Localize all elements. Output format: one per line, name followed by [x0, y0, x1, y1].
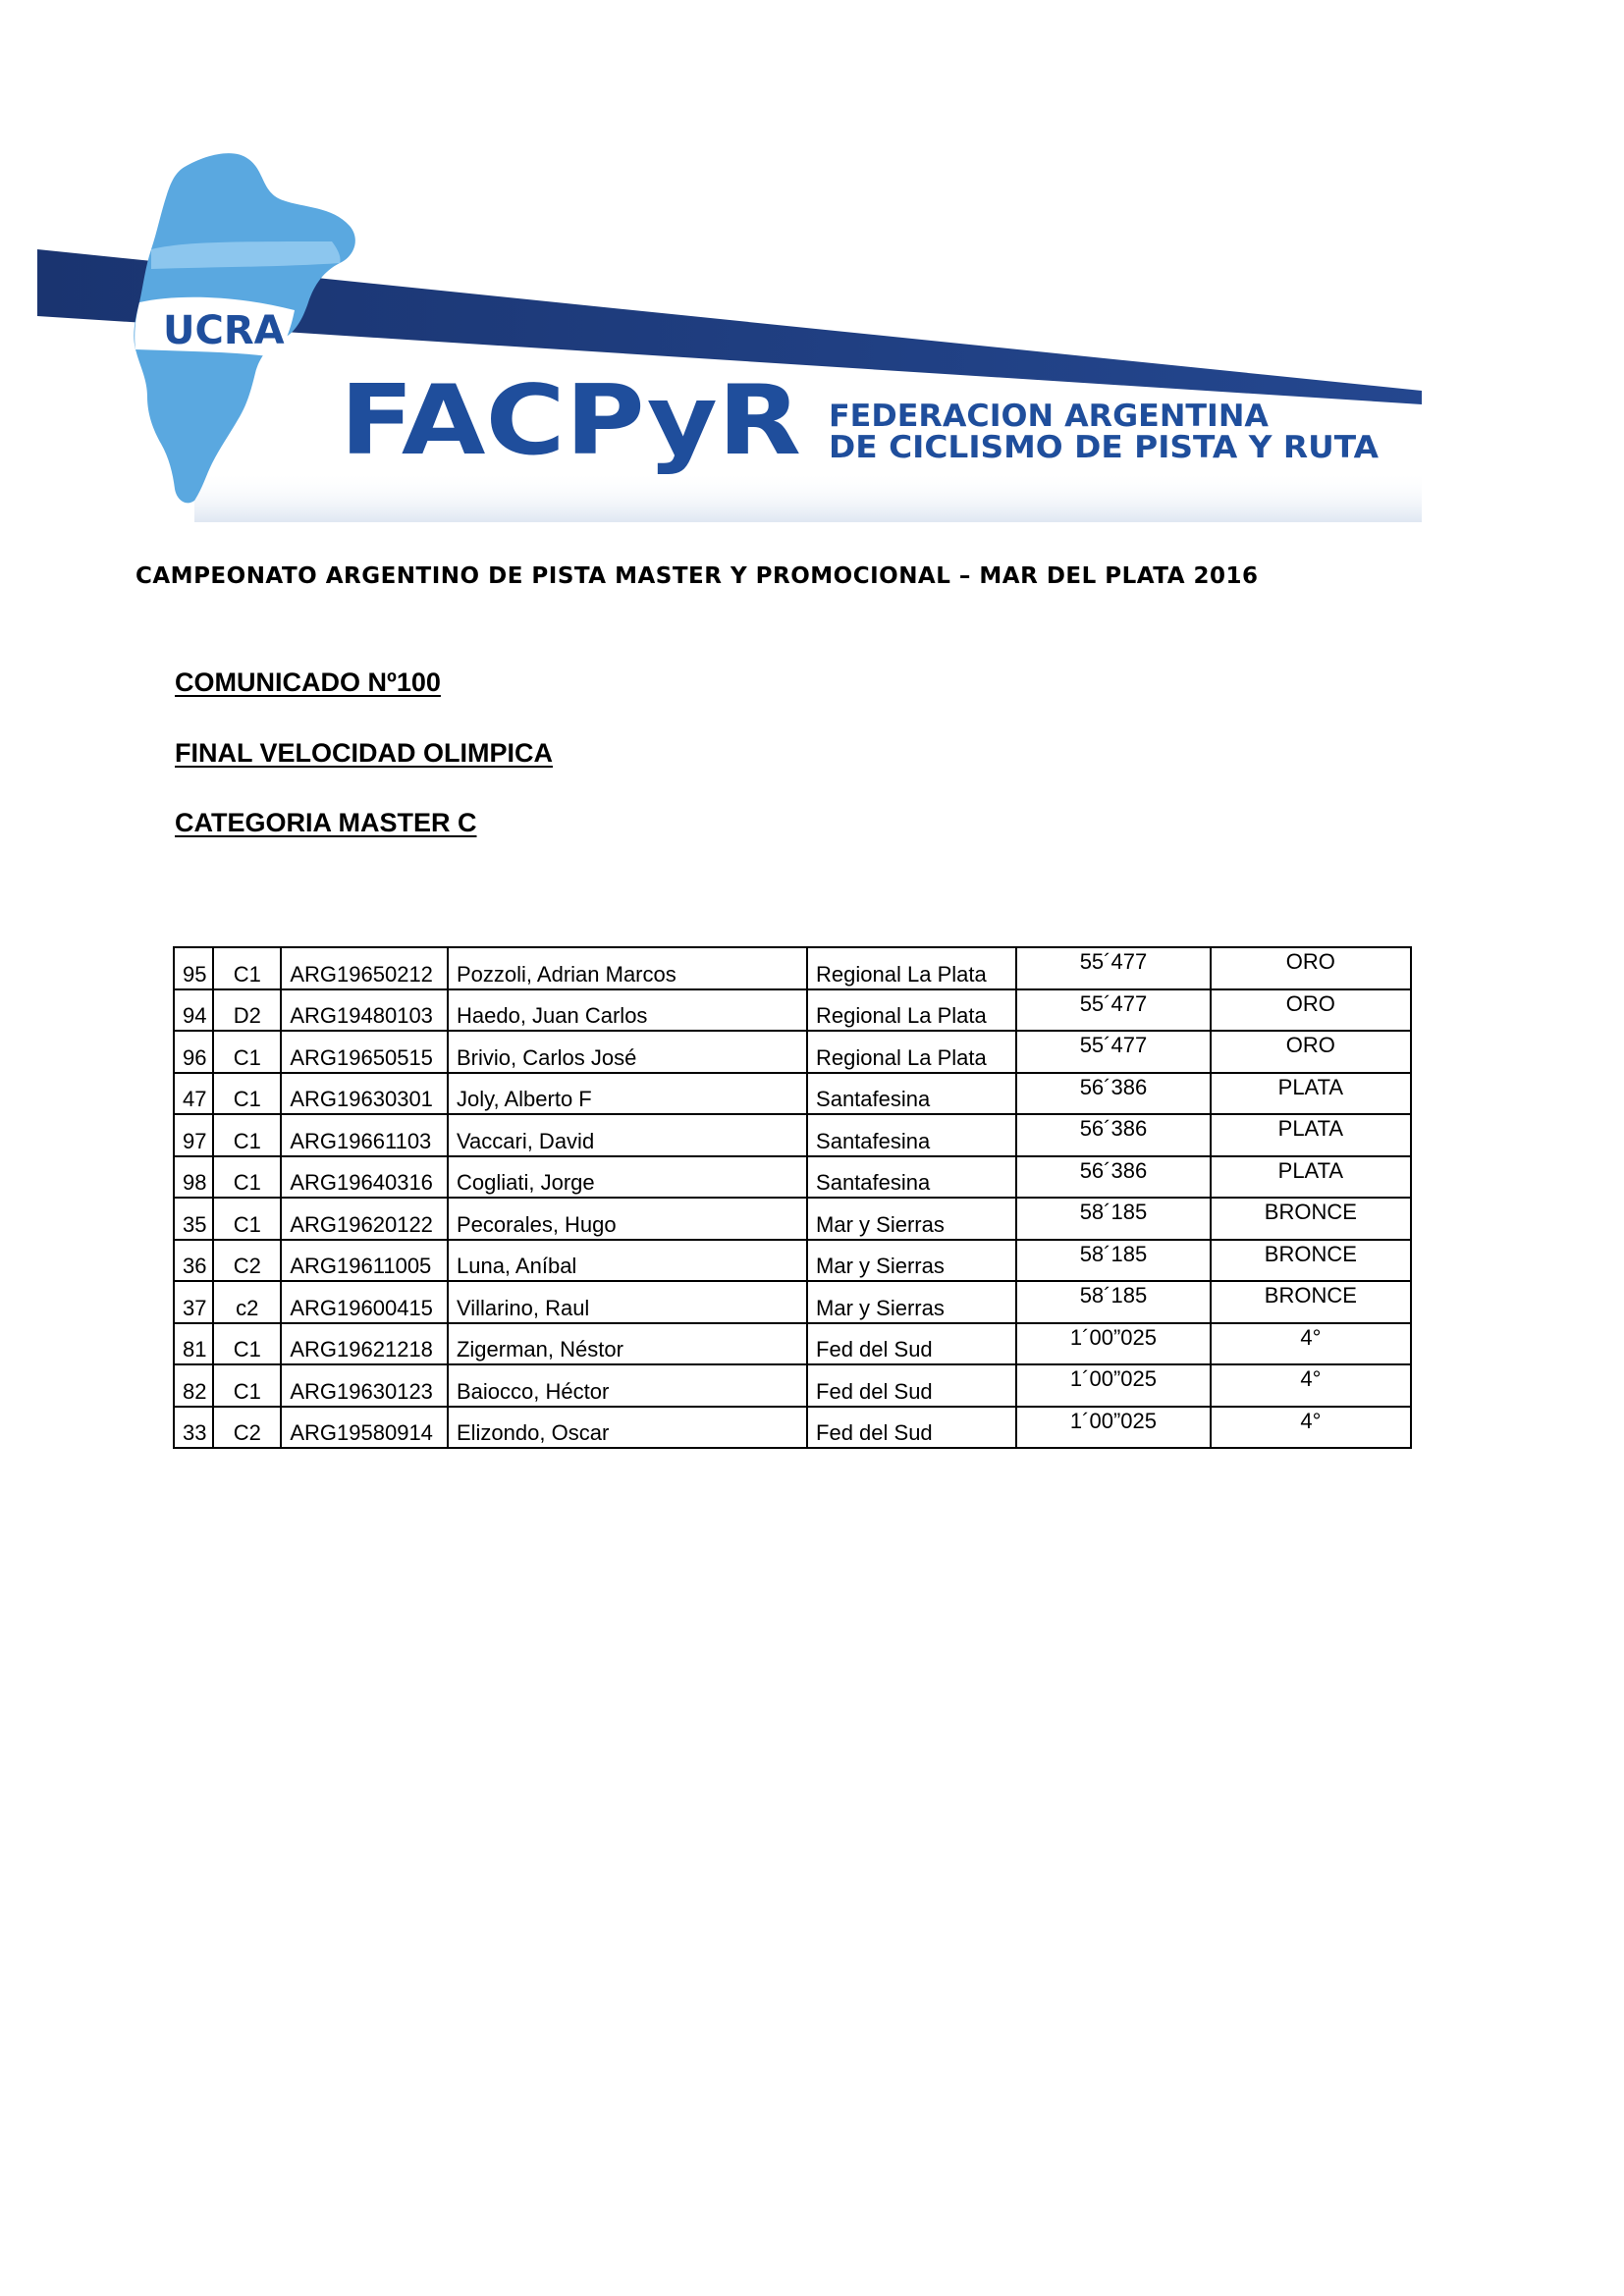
rider-number: 47 — [174, 1073, 213, 1115]
result-medal: BRONCE — [1211, 1240, 1411, 1282]
rider-category: D2 — [213, 989, 281, 1032]
result-time: 58´185 — [1016, 1281, 1211, 1323]
rider-license: ARG19630301 — [281, 1073, 448, 1115]
rider-name: Baiocco, Héctor — [448, 1364, 807, 1407]
federation-name-line1: FEDERACION ARGENTINA — [829, 399, 1270, 434]
result-time: 55´477 — [1016, 947, 1211, 989]
rider-license: ARG19621218 — [281, 1323, 448, 1365]
rider-number: 97 — [174, 1114, 213, 1156]
rider-team: Regional La Plata — [807, 989, 1016, 1032]
table-row — [174, 1073, 1411, 1115]
rider-category: C1 — [213, 1364, 281, 1407]
rider-team: Santafesina — [807, 1073, 1016, 1115]
rider-license: ARG19650515 — [281, 1031, 448, 1073]
rider-category: C1 — [213, 1198, 281, 1240]
rider-category: C2 — [213, 1407, 281, 1449]
result-medal: ORO — [1211, 1031, 1411, 1073]
rider-category: C1 — [213, 1073, 281, 1115]
rider-team: Mar y Sierras — [807, 1240, 1016, 1282]
result-time: 1´00”025 — [1016, 1407, 1211, 1449]
federation-name-line2: DE CICLISMO DE PISTA Y RUTA — [829, 430, 1380, 465]
rider-name: Joly, Alberto F — [448, 1073, 807, 1115]
rider-license: ARG19630123 — [281, 1364, 448, 1407]
rider-license: ARG19480103 — [281, 989, 448, 1032]
rider-name: Zigerman, Néstor — [448, 1323, 807, 1365]
table-row — [174, 1364, 1411, 1407]
result-medal: ORO — [1211, 989, 1411, 1032]
rider-name: Haedo, Juan Carlos — [448, 989, 807, 1032]
rider-number: 35 — [174, 1198, 213, 1240]
rider-number: 98 — [174, 1156, 213, 1199]
results-table-body — [174, 947, 1411, 1448]
rider-category: c2 — [213, 1281, 281, 1323]
rider-name: Luna, Aníbal — [448, 1240, 807, 1282]
result-time: 56´386 — [1016, 1156, 1211, 1199]
rider-name: Villarino, Raul — [448, 1281, 807, 1323]
rider-name: Pecorales, Hugo — [448, 1198, 807, 1240]
rider-category: C1 — [213, 947, 281, 989]
table-row — [174, 947, 1411, 989]
communique-number: COMUNICADO Nº100 — [175, 667, 441, 697]
category-title: CATEGORIA MASTER C — [175, 808, 477, 837]
table-row — [174, 1156, 1411, 1199]
result-medal: PLATA — [1211, 1073, 1411, 1115]
rider-team: Fed del Sud — [807, 1323, 1016, 1365]
ucra-logo-text: UCRA — [163, 308, 285, 353]
rider-license: ARG19600415 — [281, 1281, 448, 1323]
rider-license: ARG19661103 — [281, 1114, 448, 1156]
rider-number: 37 — [174, 1281, 213, 1323]
rider-name: Brivio, Carlos José — [448, 1031, 807, 1073]
race-title: FINAL VELOCIDAD OLIMPICA — [175, 738, 554, 768]
result-time: 58´185 — [1016, 1198, 1211, 1240]
rider-team: Mar y Sierras — [807, 1281, 1016, 1323]
table-row — [174, 1240, 1411, 1282]
table-row — [174, 1407, 1411, 1449]
event-title: CAMPEONATO ARGENTINO DE PISTA MASTER Y PROMOCIONAL – MAR DEL PLATA 2016 — [135, 563, 1259, 589]
result-medal: 4° — [1211, 1323, 1411, 1365]
rider-team: Santafesina — [807, 1114, 1016, 1156]
rider-number: 82 — [174, 1364, 213, 1407]
rider-name: Pozzoli, Adrian Marcos — [448, 947, 807, 989]
rider-name: Cogliati, Jorge — [448, 1156, 807, 1199]
rider-license: ARG19580914 — [281, 1407, 448, 1449]
rider-team: Regional La Plata — [807, 1031, 1016, 1073]
table-row — [174, 1114, 1411, 1156]
table-row — [174, 1281, 1411, 1323]
result-medal: PLATA — [1211, 1156, 1411, 1199]
results-table — [173, 946, 1412, 1449]
result-medal: BRONCE — [1211, 1281, 1411, 1323]
result-medal: 4° — [1211, 1407, 1411, 1449]
rider-number: 33 — [174, 1407, 213, 1449]
table-row — [174, 1031, 1411, 1073]
result-medal: PLATA — [1211, 1114, 1411, 1156]
rider-license: ARG19640316 — [281, 1156, 448, 1199]
result-time: 56´386 — [1016, 1073, 1211, 1115]
rider-number: 36 — [174, 1240, 213, 1282]
rider-number: 96 — [174, 1031, 213, 1073]
facpyr-logo — [37, 147, 1422, 522]
rider-team: Fed del Sud — [807, 1364, 1016, 1407]
table-row — [174, 1323, 1411, 1365]
result-time: 58´185 — [1016, 1240, 1211, 1282]
rider-license: ARG19620122 — [281, 1198, 448, 1240]
rider-team: Santafesina — [807, 1156, 1016, 1199]
rider-number: 94 — [174, 989, 213, 1032]
rider-license: ARG19650212 — [281, 947, 448, 989]
rider-license: ARG19611005 — [281, 1240, 448, 1282]
rider-team: Regional La Plata — [807, 947, 1016, 989]
result-time: 56´386 — [1016, 1114, 1211, 1156]
table-row — [174, 1198, 1411, 1240]
rider-name: Elizondo, Oscar — [448, 1407, 807, 1449]
facpyr-brand-text: FACPyR — [340, 365, 801, 477]
result-time: 1´00”025 — [1016, 1364, 1211, 1407]
rider-name: Vaccari, David — [448, 1114, 807, 1156]
rider-team: Mar y Sierras — [807, 1198, 1016, 1240]
result-medal: ORO — [1211, 947, 1411, 989]
result-time: 55´477 — [1016, 1031, 1211, 1073]
rider-category: C1 — [213, 1114, 281, 1156]
header-banner — [37, 147, 1422, 522]
result-medal: 4° — [1211, 1364, 1411, 1407]
rider-category: C2 — [213, 1240, 281, 1282]
rider-category: C1 — [213, 1156, 281, 1199]
result-medal: BRONCE — [1211, 1198, 1411, 1240]
rider-number: 81 — [174, 1323, 213, 1365]
rider-category: C1 — [213, 1031, 281, 1073]
result-time: 1´00”025 — [1016, 1323, 1211, 1365]
rider-team: Fed del Sud — [807, 1407, 1016, 1449]
rider-category: C1 — [213, 1323, 281, 1365]
result-time: 55´477 — [1016, 989, 1211, 1032]
table-row — [174, 989, 1411, 1032]
rider-number: 95 — [174, 947, 213, 989]
